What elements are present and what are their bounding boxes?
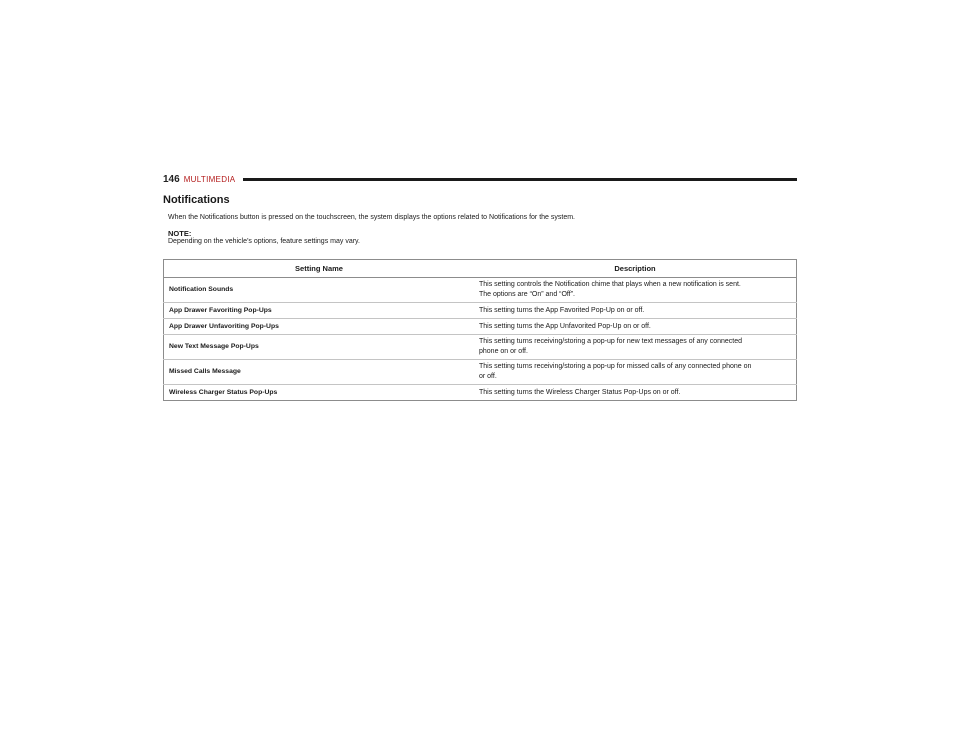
setting-description-cell (474, 385, 797, 401)
setting-description-cell (474, 360, 797, 385)
page-number: 146 (163, 173, 180, 185)
description-line: or off. (479, 373, 497, 380)
description-line: This setting turns receiving/storing a pop-up for new text messages of any connected (479, 338, 743, 345)
setting-description-cell (474, 335, 797, 360)
description-line: This setting turns receiving/storing a pop-up for missed calls of any connected phone on (479, 363, 752, 370)
section-heading: Notifications (163, 194, 230, 206)
setting-description-cell (474, 303, 797, 319)
description-line: This setting turns the App Unfavorited Pop-Up on or off. (479, 322, 651, 330)
setting-name-cell: New Text Message Pop-Ups (164, 335, 475, 360)
setting-description-cell (474, 278, 797, 303)
table-row (164, 319, 797, 335)
notification-settings-table (163, 259, 797, 401)
table-row (164, 303, 797, 319)
description-line: phone on or off. (479, 348, 528, 355)
description-line: This setting controls the Notification chime that plays when a new notification is sent. (479, 281, 741, 288)
table-row (164, 335, 797, 360)
table-row (164, 385, 797, 401)
column-header-setting-name: Setting Name (164, 260, 475, 278)
note-label: NOTE: (168, 229, 192, 238)
section-name: MULTIMEDIA (183, 174, 236, 184)
setting-name-cell: App Drawer Favoriting Pop-Ups (164, 303, 475, 319)
table-header-row (164, 260, 797, 278)
page-header (163, 171, 797, 187)
setting-name-cell: Wireless Charger Status Pop-Ups (164, 385, 475, 401)
description-line: This setting turns the App Favorited Pop-Up on or off. (479, 306, 645, 314)
note-text: Depending on the vehicle’s options, feature settings may vary. (168, 238, 360, 245)
setting-name-cell: Missed Calls Message (164, 360, 475, 385)
setting-name-cell: Notification Sounds (164, 278, 475, 303)
intro-paragraph: When the Notifications button is pressed on the touchscreen, the system displays the options related to Notifications for the system. (168, 214, 575, 221)
header-rule (243, 178, 797, 181)
description-line: The options are “On” and “Off”. (479, 291, 575, 298)
column-header-description: Description (474, 260, 797, 278)
table-row (164, 360, 797, 385)
table-row (164, 278, 797, 303)
setting-name-cell: App Drawer Unfavoriting Pop-Ups (164, 319, 475, 335)
description-line: This setting turns the Wireless Charger Status Pop-Ups on or off. (479, 388, 681, 396)
setting-description-cell (474, 319, 797, 335)
